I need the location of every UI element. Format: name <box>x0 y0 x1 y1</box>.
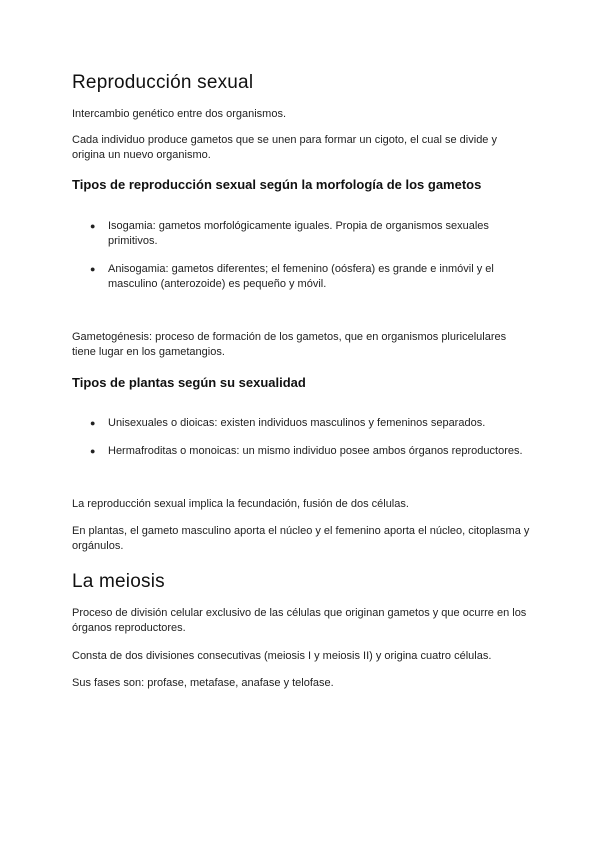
bullet-icon: ● <box>90 418 96 428</box>
paragraph-fecundacion: La reproducción sexual implica la fecundación, fusión de dos células. <box>72 498 409 510</box>
heading-reproduccion-sexual: Reproducción sexual <box>72 72 254 93</box>
list-item-hermafroditas: Hermafroditas o monoicas: un mismo individuo posee ambos órganos reproductores. <box>108 445 523 457</box>
heading-tipos-reproduccion: Tipos de reproducción sexual según la morfología de los gametos <box>72 177 482 192</box>
paragraph-fases: Sus fases son: profase, metafase, anafase y telofase. <box>72 677 334 689</box>
bullet-icon: ● <box>90 446 96 456</box>
list-item-unisexuales: Unisexuales o dioicas: existen individuos masculinos y femeninos separados. <box>108 417 486 429</box>
list-item-isogamia: Isogamia: gametos morfológicamente iguales. Propia de organismos sexuales primitivos. <box>108 220 489 247</box>
paragraph-proceso-division: Proceso de división celular exclusivo de las células que originan gametos y que ocurre en los órganos reproductores. <box>72 607 527 634</box>
bullet-icon: ● <box>90 264 96 274</box>
paragraph-divisiones: Consta de dos divisiones consecutivas (meiosis I y meiosis II) y origina cuatro células. <box>72 650 492 662</box>
heading-la-meiosis: La meiosis <box>72 571 165 592</box>
heading-tipos-plantas: Tipos de plantas según su sexualidad <box>72 375 306 390</box>
paragraph-gameto-masculino: En plantas, el gameto masculino aporta el núcleo y el femenino aporta el núcleo, citoplasma y orgánulos. <box>72 525 530 552</box>
paragraph-gametogenesis: Gametogénesis: proceso de formación de los gametos, que en organismos pluricelulares tiene lugar en los gametangios. <box>72 331 507 358</box>
bullet-icon: ● <box>90 221 96 231</box>
paragraph-intercambio: Intercambio genético entre dos organismos. <box>72 108 287 120</box>
paragraph-gametos-cigoto: Cada individuo produce gametos que se unen para formar un cigoto, el cual se divide y origina un nuevo organismo. <box>72 134 497 161</box>
list-item-anisogamia: Anisogamia: gametos diferentes; el femenino (oósfera) es grande e inmóvil y el masculino (anterozoide) es pequeño y móvil. <box>108 263 494 290</box>
